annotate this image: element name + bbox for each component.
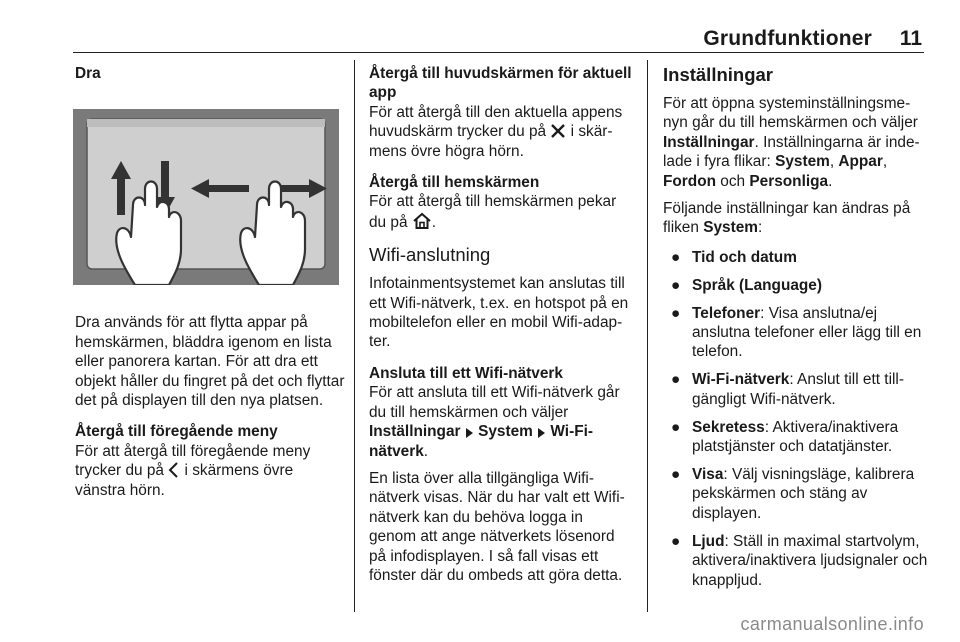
arrow-right-icon xyxy=(465,427,474,439)
return-app-description: För att återgå till den aktuella appens huvudskärm trycker du på i skärmens övre högra hörn. xyxy=(369,103,623,160)
column-divider xyxy=(354,60,355,612)
settings-description: För att öppna systeminställningsmenyn går du till hemskärmen och väljer Inställningar. Inställningarna är indelade i fyra flikar: System, Appar, Fordon och Personliga. xyxy=(663,95,920,190)
wifi-list-description: En lista över alla tillgängliga Wifi-nätverk visas. När du har valt ett Wifi-nätverk kan du behöva logga in genom att ange nätverkets lösenord på infodisplayen. I så fall visas ett fönster där du ombeds att göra detta. xyxy=(369,469,625,584)
following-settings-intro: Följande inställningar kan ändras på fliken System: xyxy=(663,200,911,237)
list-item: ● Telefoner: Visa anslutna/ej anslutna telefoner eller lägg till en telefon. xyxy=(671,304,922,361)
heading-return-app: Återgå till huvudskärmen för aktuell app xyxy=(369,65,632,102)
column-1 xyxy=(75,64,345,512)
header-rule xyxy=(73,52,924,53)
connect-wifi-description: För att ansluta till ett Wifi-nätverk går du till hemskärmen och väljer Inställningar System Wi-Fi-nätverk. xyxy=(369,384,620,460)
list-item: ● Ljud: Ställ in maximal startvolym, aktivera/inaktivera ljudsignaler och knappljud. xyxy=(671,532,928,589)
arrow-right-icon xyxy=(537,427,546,439)
list-item: ● Sekretess: Aktivera/inaktivera platstjänster och datatjänster. xyxy=(671,418,899,456)
list-item: ● Visa: Välj visningsläge, kalibrera pekskärmen och stäng av displayen. xyxy=(671,466,915,522)
heading-settings: Inställningar xyxy=(663,64,773,85)
back-menu-description: För att återgå till föregående meny trycker du på i skärmens övre vänstra hörn. xyxy=(75,442,311,499)
list-item: ● Språk (Language) xyxy=(671,276,822,294)
heading-connect-wifi: Ansluta till ett Wifi-nätverk xyxy=(369,364,563,382)
column-divider xyxy=(647,60,648,612)
drag-description: Dra används för att flytta appar på hemskärmen, bläddra igenom en lista eller panorera kartan. För att dra ett objekt håller du fingret på det och flyttar det på displayen till den nya platsen. xyxy=(75,314,345,410)
chevron-left-icon xyxy=(168,462,180,478)
watermark: carmanualsonline.info xyxy=(740,614,924,634)
list-item: ● Tid och datum xyxy=(671,248,797,266)
heading-back-menu: Återgå till föregående meny xyxy=(75,423,278,441)
heading-home: Återgå till hemskärmen xyxy=(369,174,540,192)
settings-list xyxy=(663,248,928,590)
list-item: ● Wi-Fi-nätverk: Anslut till ett tillgängligt Wifi-nätverk. xyxy=(671,371,904,408)
home-description: För att återgå till hemskärmen pekar du på . xyxy=(369,193,617,231)
column-3 xyxy=(663,64,928,598)
home-icon xyxy=(412,212,432,230)
menu-path-settings: Inställningar xyxy=(369,423,461,441)
column-2 xyxy=(369,64,634,597)
drag-gesture-illustration xyxy=(73,109,339,285)
heading-drag: Dra xyxy=(75,65,101,82)
menu-path-wifi: Wi-Fi-nätverk xyxy=(369,423,594,460)
heading-wifi: Wifi-anslutning xyxy=(369,244,491,266)
wifi-description: Infotainmentsystemet kan anslutas till ett Wifi-nätverk, t.ex. en hotspot på en mobiltelefon eller en mobil Wifi-adapter. xyxy=(369,275,629,351)
menu-path-system: System xyxy=(478,423,533,441)
page-number: 11 xyxy=(899,27,922,50)
close-x-icon xyxy=(550,123,566,139)
chapter-title: Grundfunktioner xyxy=(703,27,872,50)
